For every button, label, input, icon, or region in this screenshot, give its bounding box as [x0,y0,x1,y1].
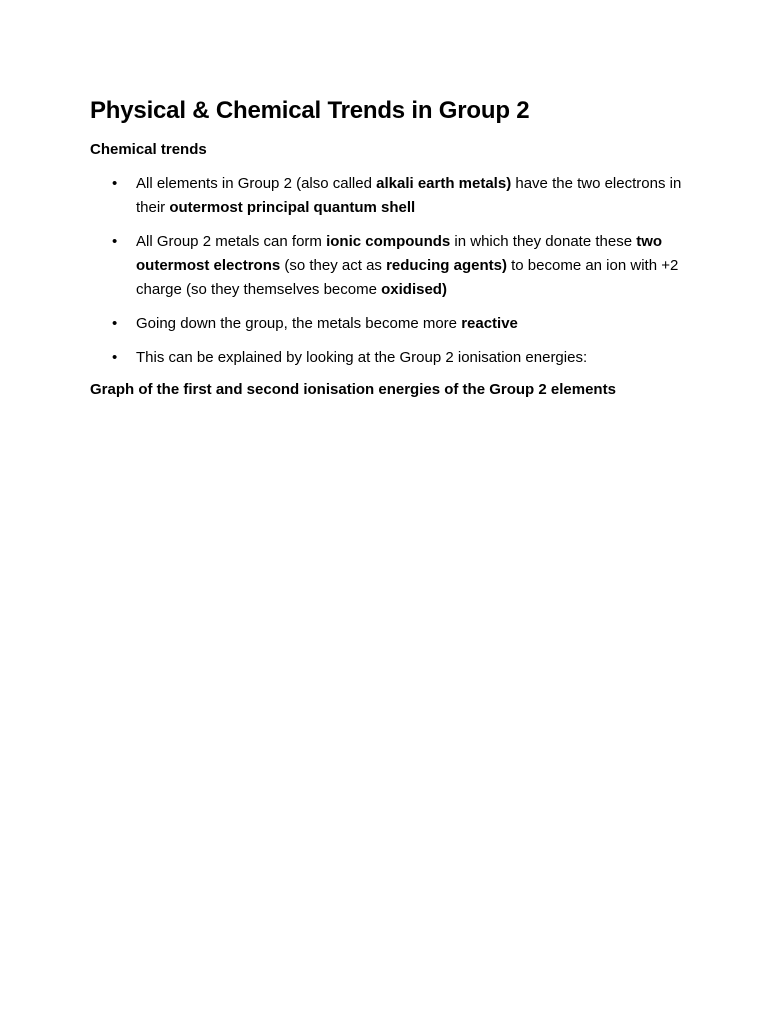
page-title: Physical & Chemical Trends in Group 2 [90,97,530,124]
bullet-item [90,230,690,302]
body-text: (so they act as [280,257,387,274]
bold-text: reducing agents) [386,257,507,274]
bullet-marker: • [112,349,118,366]
graph-caption: Graph of the first and second ionisation energies of the Group 2 elements [90,381,616,398]
bold-text: oxidised) [381,281,447,298]
bold-text: alkali earth metals) [376,175,512,192]
body-text: to become an ion with +2 charge (so they themselves become [136,257,679,298]
document-content [90,94,690,400]
body-text: in which they donate these [450,233,637,250]
section-heading: Chemical trends [90,141,207,158]
bullet-list [90,172,690,370]
bullet-marker: • [112,315,118,332]
body-text: All Group 2 metals can form [136,233,327,250]
body-text: This can be explained by looking at the Group 2 ionisation energies: [136,349,588,366]
bold-text: outermost principal quantum shell [169,199,416,216]
body-text: All elements in Group 2 (also called [136,175,377,192]
body-text: have the two electrons in their [136,175,682,216]
bullet-item [90,312,690,336]
bullet-item [90,172,690,220]
bullet-marker: • [112,233,118,250]
bullet-marker: • [112,175,118,192]
bold-text: ionic compounds [326,233,451,250]
bullet-item [90,346,690,370]
bold-text: reactive [461,315,518,332]
bold-text: two outermost electrons [136,233,663,274]
body-text: Going down the group, the metals become more [136,315,462,332]
